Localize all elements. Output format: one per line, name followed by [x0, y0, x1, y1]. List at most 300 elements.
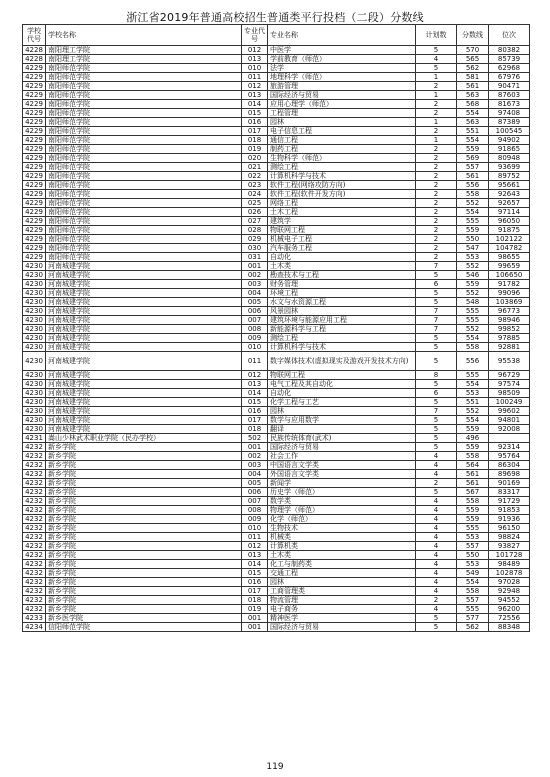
cell-major-name: 国际经济与贸易 [268, 623, 416, 632]
cell-major-name: 化工与制药类 [268, 560, 416, 569]
table-row [23, 55, 530, 64]
cell-major-name: 法学 [268, 64, 416, 73]
cell-school-code: 4232 [23, 506, 46, 515]
cell-plan-count: 5 [416, 380, 457, 389]
cell-school-name: 新乡学院 [46, 578, 242, 587]
cell-score: 559 [457, 515, 489, 524]
cell-score: 547 [457, 244, 489, 253]
cell-major-code: 022 [242, 172, 268, 181]
cell-score: 553 [457, 253, 489, 262]
cell-rank: 92881 [489, 343, 530, 352]
cell-rank: 93827 [489, 542, 530, 551]
cell-major-name: 通信工程 [268, 136, 416, 145]
table-row [23, 100, 530, 109]
table-row [23, 443, 530, 452]
cell-school-name: 新乡学院 [46, 560, 242, 569]
cell-major-name: 园林 [268, 118, 416, 127]
cell-rank: 96773 [489, 307, 530, 316]
cell-major-code: 006 [242, 307, 268, 316]
cell-score: 554 [457, 578, 489, 587]
cell-plan-count: 2 [416, 596, 457, 605]
cell-plan-count: 2 [416, 154, 457, 163]
cell-score: 559 [457, 506, 489, 515]
cell-score: 548 [457, 298, 489, 307]
table-row [23, 163, 530, 172]
cell-school-code: 4233 [23, 614, 46, 623]
cell-score: 554 [457, 136, 489, 145]
cell-major-name: 测绘工程 [268, 334, 416, 343]
cell-score: 552 [457, 289, 489, 298]
cell-school-name: 南阳师范学院 [46, 226, 242, 235]
cell-major-name: 数字媒体技术(虚拟现实及游戏开发技术方向) [268, 352, 416, 371]
cell-rank: 95538 [489, 352, 530, 371]
table-row [23, 614, 530, 623]
cell-plan-count: 2 [416, 217, 457, 226]
cell-rank: 91782 [489, 280, 530, 289]
table-row [23, 461, 530, 470]
cell-score: 553 [457, 560, 489, 569]
cell-school-code: 4230 [23, 425, 46, 434]
cell-school-code: 4230 [23, 352, 46, 371]
table-row [23, 280, 530, 289]
cell-rank: 86304 [489, 461, 530, 470]
cell-plan-count: 7 [416, 307, 457, 316]
cell-rank: 90471 [489, 82, 530, 91]
cell-school-code: 4231 [23, 434, 46, 443]
cell-major-code: 018 [242, 425, 268, 434]
cell-score: 552 [457, 325, 489, 334]
cell-school-code: 4232 [23, 596, 46, 605]
cell-major-code: 016 [242, 118, 268, 127]
cell-school-code: 4230 [23, 407, 46, 416]
cell-school-name: 南阳师范学院 [46, 253, 242, 262]
cell-school-code: 4229 [23, 73, 46, 82]
cell-score: 555 [457, 316, 489, 325]
cell-score: 559 [457, 425, 489, 434]
table-row [23, 154, 530, 163]
cell-major-code: 026 [242, 208, 268, 217]
cell-major-name: 工程管理 [268, 109, 416, 118]
table-row [23, 416, 530, 425]
cell-major-name: 园林 [268, 407, 416, 416]
cell-score: 570 [457, 46, 489, 55]
cell-plan-count: 2 [416, 163, 457, 172]
cell-score: 550 [457, 551, 489, 560]
cell-school-code: 4230 [23, 371, 46, 380]
cell-rank: 80948 [489, 154, 530, 163]
cell-score: 551 [457, 398, 489, 407]
cell-plan-count: 5 [416, 64, 457, 73]
table-row [23, 352, 530, 371]
cell-plan-count: 4 [416, 542, 457, 551]
header-score: 分数线 [457, 25, 489, 46]
cell-rank [489, 434, 530, 443]
cell-school-code: 4232 [23, 560, 46, 569]
cell-major-name: 历史学（师范） [268, 488, 416, 497]
cell-rank: 91936 [489, 515, 530, 524]
table-row [23, 190, 530, 199]
page-number: 119 [266, 762, 284, 772]
cell-major-code: 030 [242, 244, 268, 253]
cell-major-code: 029 [242, 235, 268, 244]
cell-rank: 102878 [489, 569, 530, 578]
cell-score: 564 [457, 461, 489, 470]
cell-plan-count: 2 [416, 253, 457, 262]
cell-score: 561 [457, 470, 489, 479]
cell-rank: 97028 [489, 578, 530, 587]
cell-school-name: 河南城建学院 [46, 352, 242, 371]
cell-major-code: 023 [242, 181, 268, 190]
cell-major-code: 028 [242, 226, 268, 235]
cell-school-code: 4228 [23, 55, 46, 64]
cell-plan-count: 4 [416, 551, 457, 560]
cell-score: 557 [457, 163, 489, 172]
cell-school-name: 河南城建学院 [46, 371, 242, 380]
table-row [23, 226, 530, 235]
cell-plan-count: 7 [416, 316, 457, 325]
cell-school-code: 4230 [23, 380, 46, 389]
cell-plan-count: 4 [416, 461, 457, 470]
cell-major-name: 制药工程 [268, 145, 416, 154]
cell-school-code: 4230 [23, 398, 46, 407]
cell-plan-count: 2 [416, 226, 457, 235]
cell-school-name: 南阳师范学院 [46, 109, 242, 118]
cell-rank: 92008 [489, 425, 530, 434]
cell-major-name: 社会工作 [268, 452, 416, 461]
table-row [23, 623, 530, 632]
cell-score: 552 [457, 262, 489, 271]
cell-major-code: 025 [242, 199, 268, 208]
cell-major-name: 地理科学（师范） [268, 73, 416, 82]
cell-plan-count: 4 [416, 560, 457, 569]
table-row [23, 524, 530, 533]
cell-major-name: 计算机类 [268, 542, 416, 551]
cell-school-name: 新乡学院 [46, 515, 242, 524]
cell-major-name: 机械电子工程 [268, 235, 416, 244]
cell-score: 554 [457, 380, 489, 389]
cell-score: 550 [457, 235, 489, 244]
cell-school-code: 4232 [23, 524, 46, 533]
cell-school-code: 4229 [23, 244, 46, 253]
cell-rank: 96200 [489, 605, 530, 614]
cell-rank: 94902 [489, 136, 530, 145]
table-row [23, 91, 530, 100]
cell-school-code: 4229 [23, 226, 46, 235]
cell-major-code: 009 [242, 334, 268, 343]
table-row [23, 217, 530, 226]
cell-major-code: 005 [242, 298, 268, 307]
cell-score: 561 [457, 172, 489, 181]
cell-plan-count: 5 [416, 271, 457, 280]
table-row [23, 145, 530, 154]
cell-school-code: 4230 [23, 343, 46, 352]
table-row [23, 398, 530, 407]
cell-school-code: 4230 [23, 280, 46, 289]
cell-rank: 90169 [489, 479, 530, 488]
table-row [23, 343, 530, 352]
cell-school-code: 4229 [23, 199, 46, 208]
cell-score: 557 [457, 542, 489, 551]
cell-school-name: 新乡学院 [46, 542, 242, 551]
cell-major-code: 016 [242, 407, 268, 416]
cell-school-code: 4230 [23, 289, 46, 298]
cell-major-code: 004 [242, 289, 268, 298]
cell-major-name: 物流管理 [268, 596, 416, 605]
cell-school-code: 4230 [23, 271, 46, 280]
cell-major-name: 机械类 [268, 533, 416, 542]
table-row [23, 560, 530, 569]
cell-major-name: 网络工程 [268, 199, 416, 208]
cell-score: 555 [457, 217, 489, 226]
cell-school-name: 南阳师范学院 [46, 100, 242, 109]
cell-rank: 98824 [489, 533, 530, 542]
cell-plan-count: 5 [416, 289, 457, 298]
cell-rank: 96729 [489, 371, 530, 380]
cell-plan-count: 7 [416, 325, 457, 334]
table-row [23, 389, 530, 398]
cell-school-code: 4229 [23, 217, 46, 226]
cell-rank: 81673 [489, 100, 530, 109]
cell-score: 563 [457, 91, 489, 100]
cell-school-name: 南阳师范学院 [46, 64, 242, 73]
cell-major-code: 015 [242, 398, 268, 407]
cell-school-name: 河南城建学院 [46, 289, 242, 298]
cell-school-name: 南阳师范学院 [46, 82, 242, 91]
cell-major-name: 物联网工程 [268, 371, 416, 380]
cell-score: 558 [457, 497, 489, 506]
cell-rank: 100545 [489, 127, 530, 136]
cell-rank: 92657 [489, 199, 530, 208]
cell-plan-count: 4 [416, 515, 457, 524]
cell-school-name: 南阳理工学院 [46, 46, 242, 55]
cell-major-code: 001 [242, 443, 268, 452]
cell-school-name: 新乡学院 [46, 551, 242, 560]
cell-school-name: 南阳师范学院 [46, 172, 242, 181]
cell-score: 552 [457, 407, 489, 416]
cell-major-name: 计算机科学与技术 [268, 343, 416, 352]
table-row [23, 298, 530, 307]
cell-score: 581 [457, 73, 489, 82]
cell-score: 555 [457, 524, 489, 533]
cell-rank: 97885 [489, 334, 530, 343]
table-row [23, 578, 530, 587]
cell-major-name: 精神医学 [268, 614, 416, 623]
cell-rank: 97114 [489, 208, 530, 217]
cell-school-code: 4230 [23, 325, 46, 334]
cell-score: 558 [457, 587, 489, 596]
cell-major-code: 020 [242, 154, 268, 163]
cell-school-name: 南阳师范学院 [46, 181, 242, 190]
cell-rank: 96150 [489, 524, 530, 533]
table-row [23, 551, 530, 560]
cell-school-name: 河南城建学院 [46, 416, 242, 425]
cell-score: 555 [457, 307, 489, 316]
cell-plan-count: 4 [416, 569, 457, 578]
cell-major-name: 物联网工程 [268, 226, 416, 235]
cell-school-name: 新乡学院 [46, 569, 242, 578]
table-row [23, 73, 530, 82]
cell-plan-count: 7 [416, 407, 457, 416]
cell-major-name: 数学类 [268, 497, 416, 506]
cell-plan-count: 6 [416, 389, 457, 398]
table-row [23, 334, 530, 343]
cell-major-code: 019 [242, 605, 268, 614]
cell-rank: 101728 [489, 551, 530, 560]
table-row [23, 488, 530, 497]
cell-school-code: 4229 [23, 82, 46, 91]
cell-major-name: 国际经济与贸易 [268, 91, 416, 100]
cell-school-code: 4232 [23, 542, 46, 551]
cell-rank: 106650 [489, 271, 530, 280]
cell-score: 559 [457, 280, 489, 289]
cell-score: 568 [457, 100, 489, 109]
cell-plan-count: 2 [416, 235, 457, 244]
header-school-name: 学校名称 [46, 25, 242, 46]
cell-plan-count: 5 [416, 434, 457, 443]
header-rank: 位次 [489, 25, 530, 46]
cell-plan-count: 4 [416, 524, 457, 533]
cell-major-code: 017 [242, 416, 268, 425]
cell-plan-count: 4 [416, 605, 457, 614]
cell-rank: 92643 [489, 190, 530, 199]
cell-school-code: 4232 [23, 479, 46, 488]
cell-school-name: 新乡学院 [46, 596, 242, 605]
cell-school-name: 新乡学院 [46, 506, 242, 515]
cell-major-code: 013 [242, 380, 268, 389]
cell-school-code: 4232 [23, 497, 46, 506]
cell-school-name: 新乡学院 [46, 443, 242, 452]
cell-school-name: 河南城建学院 [46, 398, 242, 407]
cell-major-name: 土木类 [268, 262, 416, 271]
table-row [23, 316, 530, 325]
cell-score: 554 [457, 208, 489, 217]
cell-plan-count: 6 [416, 280, 457, 289]
cell-rank: 100249 [489, 398, 530, 407]
cell-school-code: 4229 [23, 91, 46, 100]
cell-major-code: 012 [242, 46, 268, 55]
cell-school-name: 南阳师范学院 [46, 244, 242, 253]
cell-major-code: 502 [242, 434, 268, 443]
cell-plan-count: 1 [416, 136, 457, 145]
cell-school-name: 新乡学院 [46, 470, 242, 479]
cell-school-name: 南阳师范学院 [46, 199, 242, 208]
cell-school-code: 4229 [23, 109, 46, 118]
cell-major-code: 011 [242, 73, 268, 82]
cell-school-code: 4232 [23, 533, 46, 542]
cell-major-code: 011 [242, 533, 268, 542]
cell-score: 556 [457, 352, 489, 371]
cell-major-code: 017 [242, 127, 268, 136]
table-row [23, 244, 530, 253]
cell-major-code: 014 [242, 100, 268, 109]
cell-score: 559 [457, 226, 489, 235]
cell-major-name: 软件工程(软件开发方向) [268, 190, 416, 199]
table-row [23, 425, 530, 434]
cell-plan-count: 5 [416, 623, 457, 632]
cell-major-code: 024 [242, 190, 268, 199]
cell-plan-count: 2 [416, 82, 457, 91]
cell-school-name: 河南城建学院 [46, 425, 242, 434]
cell-rank: 96050 [489, 217, 530, 226]
table-row [23, 407, 530, 416]
cell-major-name: 建筑环境与能源应用工程 [268, 316, 416, 325]
cell-school-name: 新乡学院 [46, 452, 242, 461]
cell-school-code: 4234 [23, 623, 46, 632]
table-row [23, 109, 530, 118]
cell-plan-count: 5 [416, 334, 457, 343]
cell-school-name: 河南城建学院 [46, 343, 242, 352]
cell-school-name: 河南城建学院 [46, 380, 242, 389]
cell-plan-count: 1 [416, 118, 457, 127]
table-row [23, 497, 530, 506]
cell-school-name: 新乡学院 [46, 587, 242, 596]
table-row [23, 118, 530, 127]
cell-school-name: 新乡学院 [46, 479, 242, 488]
cell-major-name: 数学与应用数学 [268, 416, 416, 425]
cell-score: 559 [457, 145, 489, 154]
cell-major-code: 001 [242, 623, 268, 632]
cell-school-name: 南阳师范学院 [46, 163, 242, 172]
cell-school-name: 南阳师范学院 [46, 154, 242, 163]
cell-score: 562 [457, 64, 489, 73]
cell-school-code: 4229 [23, 127, 46, 136]
cell-score: 553 [457, 533, 489, 542]
cell-school-code: 4229 [23, 181, 46, 190]
cell-rank: 104782 [489, 244, 530, 253]
cell-major-name: 工商管理类 [268, 587, 416, 596]
cell-major-code: 006 [242, 488, 268, 497]
cell-plan-count: 5 [416, 443, 457, 452]
cell-major-name: 测绘工程 [268, 163, 416, 172]
cell-major-name: 计算机科学与技术 [268, 172, 416, 181]
table-row [23, 262, 530, 271]
cell-rank: 72556 [489, 614, 530, 623]
table-body [23, 46, 530, 632]
cell-school-code: 4229 [23, 208, 46, 217]
cell-school-name: 南阳师范学院 [46, 235, 242, 244]
table-row [23, 208, 530, 217]
table-row [23, 289, 530, 298]
cell-major-code: 016 [242, 578, 268, 587]
cell-score: 554 [457, 416, 489, 425]
table-row [23, 605, 530, 614]
cell-major-code: 014 [242, 560, 268, 569]
cell-score: 551 [457, 127, 489, 136]
header-major-name: 专业名称 [268, 25, 416, 46]
cell-plan-count: 4 [416, 578, 457, 587]
table-row [23, 325, 530, 334]
cell-rank: 99096 [489, 289, 530, 298]
cell-school-name: 河南城建学院 [46, 307, 242, 316]
cell-plan-count: 1 [416, 91, 457, 100]
cell-rank: 91875 [489, 226, 530, 235]
cell-score: 557 [457, 596, 489, 605]
cell-plan-count: 2 [416, 109, 457, 118]
cell-school-name: 南阳师范学院 [46, 217, 242, 226]
score-table [22, 24, 530, 632]
table-row [23, 307, 530, 316]
cell-major-name: 外国语言文学类 [268, 470, 416, 479]
cell-rank: 97408 [489, 109, 530, 118]
header-plan-count: 计划数 [416, 25, 457, 46]
cell-school-name: 河南城建学院 [46, 262, 242, 271]
cell-score: 549 [457, 569, 489, 578]
cell-school-code: 4232 [23, 461, 46, 470]
cell-school-name: 南阳师范学院 [46, 127, 242, 136]
cell-major-name: 旅游管理 [268, 82, 416, 91]
cell-school-code: 4230 [23, 334, 46, 343]
cell-school-code: 4232 [23, 605, 46, 614]
